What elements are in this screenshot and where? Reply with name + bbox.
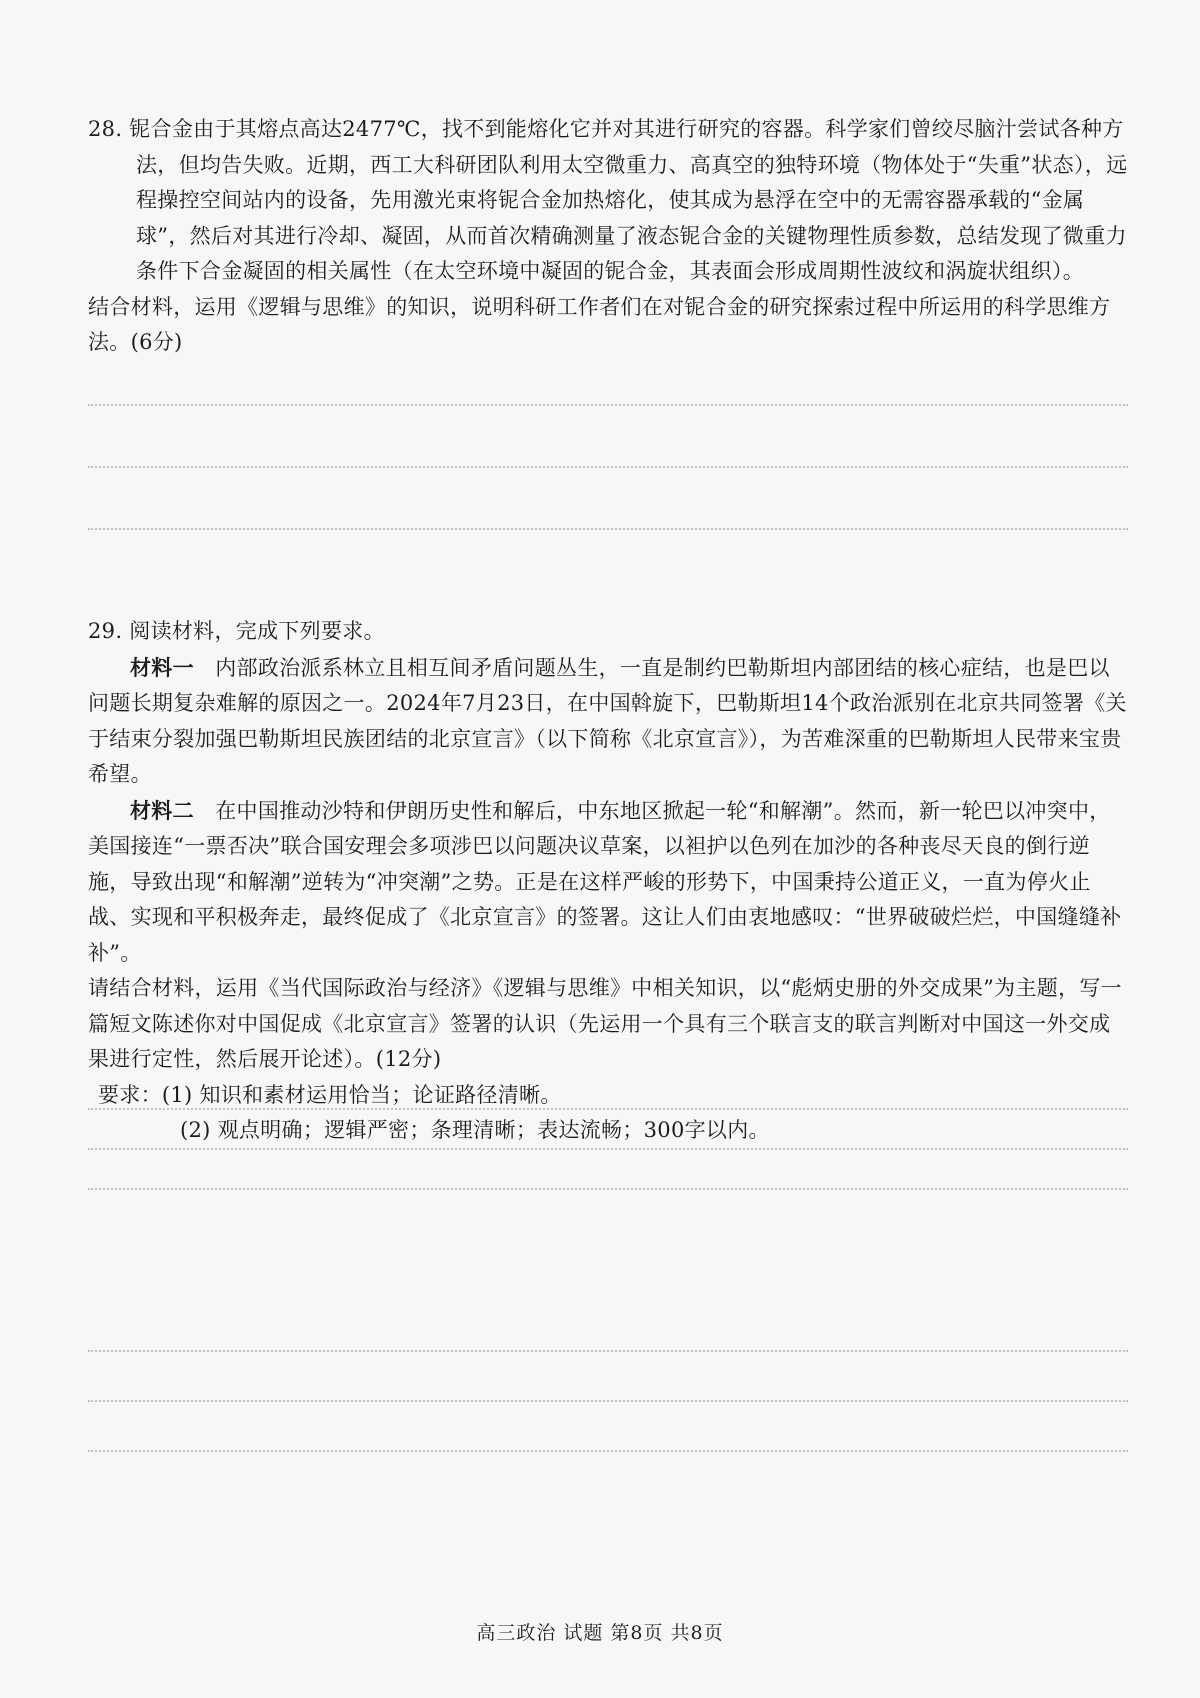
material-2-label: 材料二 <box>130 797 194 823</box>
answer-line <box>88 466 1128 468</box>
answer-line <box>88 1450 1128 1452</box>
page-footer: 高三政治 试题 第8页 共8页 <box>476 1622 724 1644</box>
q29-prompt: 请结合材料，运用《当代国际政治与经济》《逻辑与思维》中相关知识，以“彪炳史册的外交成果”为主题，写一篇短文陈述你对中国促成《北京宣言》签署的认识（先运用一个具有三个联言支的联言判断对中国这一外交成果进行定性，然后展开论述）。(12分) <box>88 976 1122 1071</box>
answer-line <box>88 1400 1128 1402</box>
q29-requirement-2: (2) 观点明确；逻辑严密；条理清晰；表达流畅；300字以内。 <box>180 1118 770 1142</box>
q29-intro: 29. 阅读材料，完成下列要求。 <box>88 619 385 643</box>
material-1-label: 材料一 <box>130 654 194 680</box>
answer-line <box>88 404 1128 406</box>
answer-line <box>88 1188 1128 1190</box>
answer-line <box>88 1108 1128 1110</box>
q28-material: 28. 铌合金由于其熔点高达2477℃，找不到能熔化它并对其进行研究的容器。科学家们曾绞尽脑汁尝试各种方法，但均告失败。近期，西工大科研团队利用太空微重力、高真空的独特环境（物体处于“失重”状态），远程操控空间站内的设备，先用激光束将铌合金加热熔化，使其成为悬浮在空中的无需容器承载的“金属球”，然后对其进行冷却、凝固，从而首次精确测量了液态铌合金的关键物理性质参数，总结发现了微重力条件下合金凝固的相关属性（在太空环境中凝固的铌合金，其表面会形成周期性波纹和涡旋状组织）。 <box>88 117 1128 283</box>
answer-line <box>88 528 1128 530</box>
answer-line <box>88 1148 1128 1150</box>
question-29 <box>88 614 1128 1149</box>
material-1-text: 内部政治派系林立且相互间矛盾问题丛生，一直是制约巴勒斯坦内部团结的核心症结，也是巴以问题长期复杂难解的原因之一。2024年7月23日，在中国斡旋下，巴勒斯坦14个政治派别在北京共同签署《关于结束分裂加强巴勒斯坦民族团结的北京宣言》（以下简称《北京宣言》），为苦难深重的巴勒斯坦人民带来宝贵希望。 <box>88 655 1127 786</box>
question-28 <box>88 112 1128 361</box>
q28-prompt: 结合材料，运用《逻辑与思维》的知识，说明科研工作者们在对铌合金的研究探索过程中所运用的科学思维方法。(6分) <box>88 294 1111 354</box>
q29-requirement-1: 要求：(1) 知识和素材运用恰当；论证路径清晰。 <box>98 1082 562 1107</box>
q29-material-2 <box>88 793 1128 972</box>
answer-line <box>88 1350 1128 1352</box>
material-2-text: 在中国推动沙特和伊朗历史性和解后，中东地区掀起一轮“和解潮”。然而，新一轮巴以冲突中，美国接连“一票否决”联合国安理会多项涉巴以问题决议草案，以袒护以色列在加沙的各种丧尽天良的倒行逆施，导致出现“和解潮”逆转为“冲突潮”之势。正是在这样严峻的形势下，中国秉持公道正义，一直为停火止战、实现和平积极奔走，最终促成了《北京宣言》的签署。这让人们由衷地感叹：“世界破破烂烂，中国缝缝补补”。 <box>88 798 1122 965</box>
q29-material-1 <box>88 650 1128 793</box>
